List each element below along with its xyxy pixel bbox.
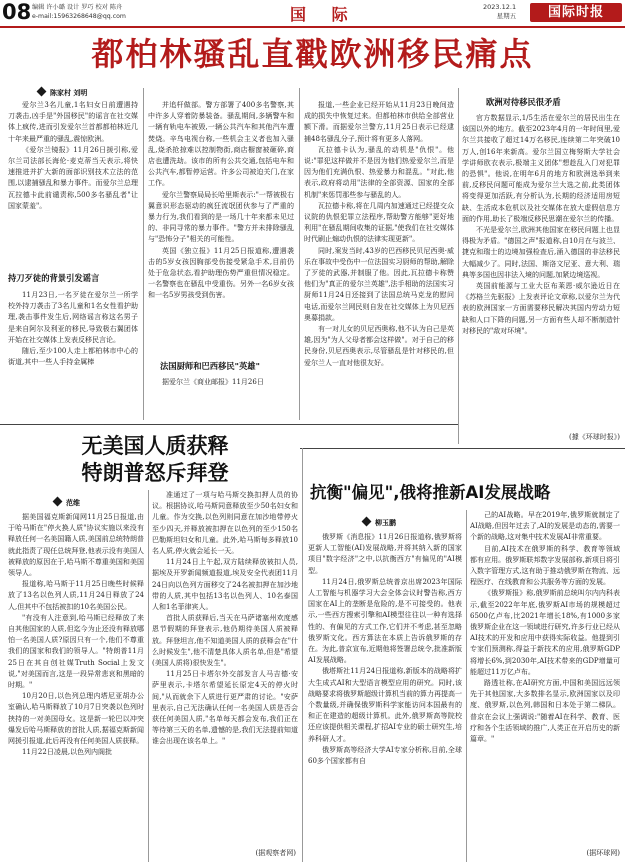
paragraph: 同时,案发当时,43岁的巴西移民贝尼西奥·威乐在事故中受伤中一位法国实习厨师的帮助,解除了歹徒的武器,并制服了他。因此,瓦拉德卡称赞他们为"真正的爱尔兰英雄",法手相助的法国实习厨师11月24日还接到了法国总统马克龙的慰问电话,而爱尔兰网民则自发在社交媒体上为贝尼西奥募捐款。 — [304, 246, 454, 322]
paragraph: 据美国福克斯新闻网11月25日报道,由于哈马斯在"停火换人质"协议实施以来没有释放任何一名美国籍人质,美国前总统特朗普就此指责了现任总统拜登,他表示没有美国人被释放的原因在于,哈马斯不尊重美国和美国领导人。 — [8, 513, 144, 578]
article1-subhead-3: 欧洲对待移民很矛盾 — [486, 97, 561, 107]
paragraph: 路透社称,在AI研究方面,中国和美国远远领先于其他国家,大多数排名显示,欧洲国家以及印度、俄罗斯,以色列,韩国和日本处于第二梯队。普京在会议上强调说:"随着AI在科学、教育、医疗和各个生活领域的推广,人类正在开启历史的新篇章。" — [470, 679, 620, 744]
diamond-icon — [362, 517, 372, 527]
article1-column-4 — [462, 113, 620, 431]
issue-date — [483, 3, 516, 21]
staff-line: 编辑 许小璐 设计 罗巧 校对 陈舟 — [32, 4, 123, 11]
date-text: 2023.12.1 — [483, 3, 517, 11]
section-divider — [0, 424, 458, 425]
column-divider — [143, 88, 144, 420]
paragraph: 目前,AI技术在俄罗斯的科学、教育等领域都有应用。俄罗斯联邦数字发展部称,新项目将引入数字管理方式,这有助于推动俄罗斯在物流、远程医疗、在线教育和公共服务等方面的发展。 — [470, 544, 620, 587]
article3-column-2 — [470, 510, 620, 848]
article1-subhead-1: 持刀歹徒的背景引发谣言 — [8, 273, 100, 283]
paragraph: 11月24日上午起,双方陆续释放被扣人员,据埃及开罗新闻频道报道,埃及安全代表团11月24日向以色列方面移交了24名被扣押在加沙地带的人质,其中包括13名以色列人、10名泰国人和1名菲律宾人。 — [152, 558, 298, 612]
article1-column-2b — [148, 377, 294, 401]
headline-line: 特朗普怒斥拜登 — [81, 461, 229, 485]
paragraph: 《爱尔兰镜报》11月26日援引称,爱尔兰司法部长海伦·麦克蒂当天表示,将快速推进并扩大新的面部识别技术立法的范围,以逮捕骚乱和暴力事件。而爱尔兰总理瓦拉德卡此前谴责称,500多名骚乱者"让国家蒙羞"。 — [8, 145, 138, 210]
staff-credits — [32, 3, 126, 21]
article2-column-2 — [152, 490, 298, 848]
paragraph: 10月20日,以色列总理内塔尼亚胡办公室确认,哈马斯释放了10月7日突袭以色列时挟持的一对美国母女。这是新一轮巴以冲突爆发后哈马斯释放的首批人质,据福克斯新闻网援引报道,此后再没有任何美国人质获释。 — [8, 692, 144, 746]
column-divider — [148, 490, 149, 862]
section-divider — [300, 448, 625, 449]
paragraph: 并追杆做部。警方部署了400多名警察,其中许多人穿着防暴装备。骚乱期间,多辆警车和一辆有轨电车被毁,一辆公共汽车和其他汽车遭焚烧。辛鸟电视台称,一些机会主义者也加入骚乱,烧杀抢掠难以控制物街,商店橱窗被砸碎,商店也遭洗劫。该市的所有公共交通,包括电车和公共汽车,都暂停运营。许多公司被迫关门,在家工作。 — [148, 101, 294, 188]
paragraph: 俄罗斯高等经济大学AI专家分析称,目前,全球60多个国家都有自 — [308, 745, 462, 766]
article1-byline — [38, 88, 87, 98]
article1-column-1 — [8, 100, 138, 268]
article2-source: (据观察者网) — [255, 849, 296, 857]
paragraph: 11月22日凌晨,以色列内阁批 — [22, 748, 113, 757]
paragraph: 准通过了一项与哈马斯交换扣押人员的协议。根据协议,哈马斯同意释放至少50名妇女和儿童。作为交换,以色列则同意在加沙地带停火至少四天,并释放被扣押在以色列的至少150名巴勒斯坦妇女和儿童。此外,哈马斯每多释放10名人质,停火就会延长一天。 — [152, 491, 298, 556]
paragraph: 英国前能源与工业大臣布莱恩·威尔逊近日在《苏格兰先驱报》上发表评论文章称,以爱尔兰为代表的欧洲国家一方面需要移民解决其国内劳动力短缺和人口下降的问题,另一方面有些人却不断制造针对移民的"敌对环境"。 — [462, 282, 620, 335]
article2-byline — [54, 498, 80, 508]
article1-subhead-2: 法国厨师和巴西移民"英雄" — [160, 361, 260, 371]
article3-column-1 — [308, 532, 462, 860]
newspaper-logo: 国际时报 — [530, 3, 622, 22]
column-divider — [458, 88, 459, 444]
paragraph: "有没有人注意到,哈马斯已经释放了来自其他国家的人质,但迄今为止还没有释放哪怕一名美国人质?原因只有一个,他们不尊重我们的国家和我们的领导人。"特朗普11月25日在其自创社媒Truth Social上发文说,"对美国而言,这是一段异常悲哀和黑暗的时期。" — [8, 613, 144, 690]
paragraph: 爱尔兰警察局局长哈里斯表示:"一帮被极右翼意识形态驱动的疯狂流氓团伙参与了严重的暴力行为,我们看到的是一场几十年来都未见过的、非同寻常的暴力事件。"警方并未排除骚乱与"恐怖分子"相关的可能性。 — [148, 190, 294, 244]
paragraph: 俄塔斯社11月24日报道称,新版本的战略将扩大生成式AI和大型语言模型应用的研究。同时,该战略要求将俄罗斯超级计算机当前的算力再提高一个数量级,并确保俄罗斯科学家能访问本国最有的和正在建造的超级计算机。此外,俄罗斯高等院校还应该提供相关课程,扩招AI专业的硕士研究生,培养科研人才。 — [308, 667, 462, 743]
paragraph: 随后,至少100人走上都柏林市中心的街道,其中一些人手持金属棒 — [8, 347, 138, 367]
paragraph: 俄罗斯《消息报》11月26日报道称,俄罗斯将更新人工智能(AI)发展战略,并将其纳入新的国家项目"数字经济"之中,以抗衡西方"有偏见的"AI模型。 — [308, 533, 462, 575]
byline-text: 柳玉鹏 — [375, 519, 396, 527]
paragraph: 报道,一些企业已经开始从11月23日晚间造成的损失中恢复过来。但都柏林市供给全部营业额下滑。而据爱尔兰警方,11月25日表示已经逮捕48名骚乱分子,预计将有更多人落网。 — [304, 101, 454, 143]
paragraph: 《俄罗斯报》称,俄罗斯前总统叫尔内内科表示,截至2022年年底,俄罗斯AI市场的规模超过6500亿卢布,比2021年增长18%,有1000多家俄罗斯企业在这一领域进行研究,许多行业已经从AI技术的开发和应用中获得实际收益。他提到引专家们预测称,得益于新技术的应用,俄罗斯GDP将增长6%,到2030年,AI技术带来的GDP增量可能超过11万亿卢布。 — [470, 589, 620, 676]
headline-line: 无美国人质获释 — [81, 434, 229, 458]
paragraph: 11月23日,一名歹徒在爱尔兰一所学校外持刀袭击了3名儿童和1名女性看护助理,袭击事件发生后,网络谣言称这名男子是来自阿尔及利亚的移民,导致极右翼团体开始在社交媒体上发表反移民言论。 — [8, 291, 138, 344]
paragraph: 瓦拉德卡称,将在几周内加速通过已经提交众议院的仇恨犯罪立法程序,帮助警方能够"更好地利用"在骚乱期间收集的证据,"使我们在社交媒体时代刷止煽动仇恨的法律实现更新"。 — [304, 201, 454, 244]
article1-headline: 都柏林骚乱直戳欧洲移民痛点 — [91, 35, 534, 73]
paragraph: 瓦拉德卡认为,骚乱的动机是"仇恨"。他说:"罪犯这样做并不是因为他们热爱爱尔兰,而是因为他们充满仇恨、热爱暴力和混乱。"对此,他表示,政府将动用"法律的全部资源、国家的全部机制"来惩罚那些参与骚乱的人。 — [304, 145, 454, 199]
weekday-text: 星期五 — [496, 12, 517, 20]
diamond-icon — [37, 87, 47, 97]
article1-column-2 — [148, 100, 294, 356]
column-divider — [302, 448, 303, 862]
article3-headline: 抗衡"偏见",俄将推新AI发展战略 — [310, 483, 551, 502]
byline-text: 陈家村 刘明 — [50, 89, 88, 97]
paragraph: 首批人质获释后,当天在马萨诸塞州欢度感恩节假期的拜登表示,他仍期待美国人质被释放。拜登坦言,他不知道美国人质的获释会在"什么时候发生",他不清楚具体人质名单,但是"希望(美国人质将)很快发生"。 — [152, 614, 298, 668]
section-title: 国 际 — [290, 5, 358, 24]
paragraph: 己的AI战略。早在2019年,俄罗斯就制定了AI战略,但因年过去了,AI的发展是动态的,需要一个新的战略,这对集中技术发展AI非常重要。 — [470, 511, 620, 542]
article2-headline — [55, 433, 255, 487]
paragraph: 11月25日卡塔尔外交部发言人马吉德·安萨里表示,卡塔尔希望延长原定4天的停火时间,"从而就余下人质进行更严肃的讨论。"安萨里表示,自己无法确认任何一名美国人质是否会获任何美国人质,"名单每天都会发布,我们正在等待第三天的名单,遗憾的是,我们无法提前知道谁会出现在该名单上。" — [152, 670, 298, 746]
column-divider — [299, 88, 300, 420]
header-divider — [0, 26, 625, 28]
paragraph: 据爱尔兰《商业邮报》11月26日 — [162, 378, 264, 386]
paragraph: 报道称,哈马斯于11月25日晚些时候释放了13名以色列人质,11月24日释放了24人,但其中不包括被扣的10名美国公民。 — [8, 580, 144, 611]
paragraph: 不光是爱尔兰,欧洲其他国家在移民问题上也显得极为矛盾。"德国之声"报道称,自10月在与波兰、捷克和瑞士的边境加强检查后,涌入德国的非法移民大幅减少了。同时,法国、斯洛文尼亚、意大利、瑞典等多国也因非法入境的问题,加紧边境巡视。 — [462, 226, 620, 279]
column-divider — [466, 510, 467, 862]
byline-text: 范维 — [66, 499, 80, 507]
paragraph: 官方数据显示,1/5生活在爱尔兰的居民出生在该国以外的地方。截至2023年4月的一年时间里,爱尔兰共接收了超过14万名移民,连续第二年突破10万人,创16年来新高。爱尔兰国立梅努斯大学社会学讲师欧衣表示,极端主义团体"想趁乱入门对犯罪的恐惧"。他说,在明年6月的地方和欧洲选举到来前,反移民问题可能成为爱尔兰大选之前,此类团体将变得更加活跃,有分析认为,长期的经济适用房短缺、生活成本危机以及社交媒体在放大虚假信息方面的作用,助长了极端反移民思潮在爱尔兰的传播。 — [462, 114, 620, 223]
article1-column-3 — [304, 100, 454, 420]
article3-source: (据环球网) — [586, 849, 620, 857]
page-number: 08 — [2, 0, 32, 24]
header-bar — [0, 0, 625, 26]
paragraph: 11月24日,俄罗斯总统普京出席2023年国际人工智能与机器学习大会全体会议时警告称,西方国家在AI上的垄断是危险的,是不可接受的。他表示,一些西方搜索引擎和AI模型往往以一种有选择性的、有偏见的方式工作,它们并不考虑,甚至忽略俄罗斯文化。西方算法在本质上告诉俄罗斯的存在。为此,普京宣布,近期他将签署总统令,批准新版AI发展战略。 — [308, 577, 462, 665]
paragraph: 爱尔兰3名儿童,1名妇女日前遭遇持刀袭击,凶手是"外国移民"的谣言在社交媒体上疯传,进而引发爱尔兰首都都柏林近几十年来最严重的骚乱,震惊欧洲。 — [8, 101, 138, 143]
article3-byline — [363, 518, 396, 528]
article1-column-1b — [8, 290, 138, 420]
article2-column-1 — [8, 512, 144, 860]
diamond-icon — [53, 497, 63, 507]
contact-email: e-mail:15963268648@qq.com — [32, 13, 126, 20]
article1-source: (據《环球时报》) — [569, 433, 620, 441]
paragraph: 有一对儿女的贝尼西奥称,他不认为自己是英雄,因为"为人父母者都会这样做"。对于自己的移民身份,贝尼西奥表示,尽管骚乱是针对移民的,但爱尔兰人一直对他很友好。 — [304, 325, 454, 367]
paragraph: 英国《独立报》11月25日报道称,遭遇袭击的5岁女孩因胸部受伤接受紧急手术,目前仍处于危急状态,看护助理伤势严重但情况稳定。一名警察也在骚乱中受重伤。另外一名6岁女孩和一名5岁男孩受到伤害。 — [148, 246, 294, 300]
